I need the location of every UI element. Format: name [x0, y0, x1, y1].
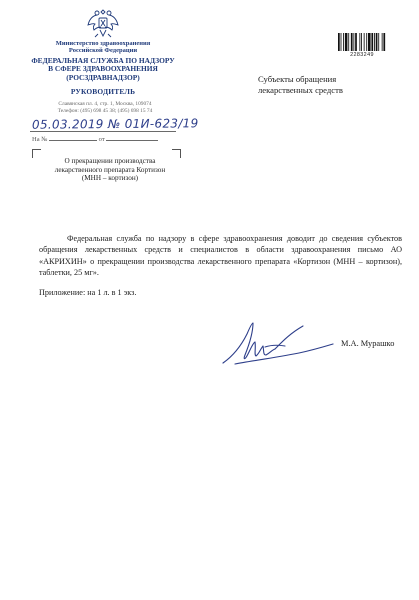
reference-line [32, 134, 158, 143]
barcode-bar [338, 33, 340, 51]
barcode-bar [348, 33, 349, 51]
agency-line-1: ФЕДЕРАЛЬНАЯ СЛУЖБА ПО НАДЗОРУ [31, 56, 175, 65]
date-line [30, 131, 176, 132]
body-text: Федеральная служба по надзору в сфере здравоохранения доводит до сведения субъектов обращения лекарственных средств и специалистов в области здравоохранения письмо АО «АКРИХИН» о прекращении производства лекарственного препарата «Кортизон (МНН – кортизон), таблетки, 25 мг». [39, 234, 402, 277]
barcode-bar [351, 33, 353, 51]
barcode-bar [378, 33, 379, 51]
attachment-note: Приложение: на 1 л. в 1 экз. [39, 288, 137, 297]
subject-line-3: (МНН – кортизон) [81, 174, 139, 182]
ref-number-blank [49, 134, 97, 141]
ref-label: На № [32, 136, 48, 143]
barcode-bar [368, 33, 371, 51]
barcode-bar [359, 33, 360, 51]
agency-line-2: В СФЕРЕ ЗДРАВООХРАНЕНИЯ [48, 64, 158, 74]
signer-name: М.А. Мурашко [341, 339, 395, 348]
ref-date-blank [106, 134, 158, 141]
ministry-name [32, 40, 174, 54]
ministry-line-1: Министерство здравоохранения [55, 40, 151, 47]
barcode-bar [341, 33, 342, 51]
barcode-bar [382, 33, 383, 51]
subject-line-2: лекарственного препарата Кортизон [54, 165, 166, 174]
barcode-bar [343, 33, 344, 51]
barcode-bar [366, 33, 367, 51]
barcode-bar [345, 33, 348, 51]
barcode-number: 2283249 [350, 52, 374, 58]
recipient [258, 74, 398, 95]
head-title: РУКОВОДИТЕЛЬ [70, 87, 136, 96]
barcode-bar [371, 33, 373, 51]
barcode-bar [383, 33, 385, 51]
phone: Телефон: (495) 698 45 38; (495) 698 15 74 [57, 107, 153, 114]
barcode-bar [376, 33, 378, 51]
recipient-line-1: Субъекты обращения [258, 74, 337, 84]
barcode-bar [353, 33, 354, 51]
recipient-line-2: лекарственных средств [258, 84, 343, 95]
signature-icon [215, 318, 340, 368]
agency-name [26, 57, 180, 82]
ministry-line-2: Российской Федерации [68, 47, 138, 54]
agency-line-3: (РОСЗДРАВНАДЗОР) [66, 72, 140, 82]
address: Славянская пл. 4, стр. 1, Москва, 109074 [58, 101, 152, 107]
subject-line-1: О прекращении производства [64, 157, 156, 165]
barcode-bar [355, 33, 357, 51]
ref-from-label: от [98, 136, 105, 143]
handwritten-date-number: 05.03.2019 № 01И-623/19 [31, 116, 199, 132]
barcode-bar [364, 33, 365, 51]
barcode-bar [374, 33, 375, 51]
barcode [338, 33, 386, 51]
barcode-bar [361, 33, 362, 51]
subject [36, 157, 184, 183]
emblem-icon [86, 6, 120, 40]
